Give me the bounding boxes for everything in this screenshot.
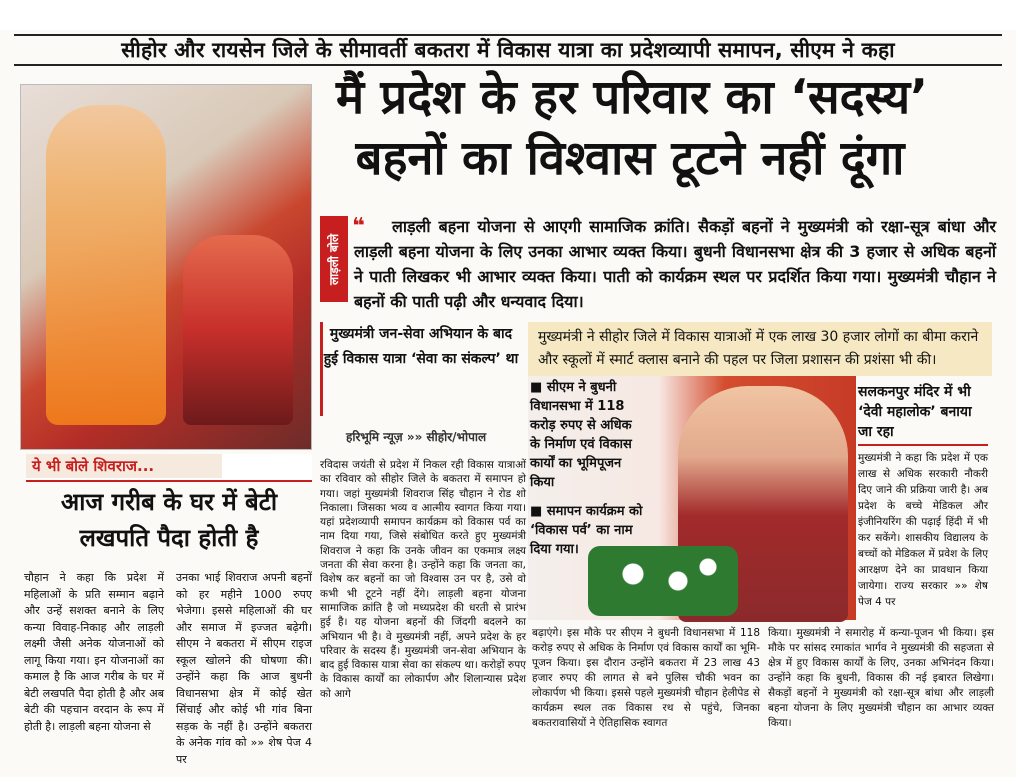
bullet-2-text: समापन कार्यक्रम को ‘विकास पर्व’ का नाम दिया गया। (530, 504, 643, 557)
sidebar (858, 382, 988, 610)
bottom-column-1: बढ़ाएंगे। इस मौके पर सीएम ने बुधनी विधानसभा में 118 करोड़ रुपए से अधिक के निर्माण एवं विकास कार्यों का भूमि-पूजन किया। इस दौरान उन्होंने बकतरा में 23 लाख 43 हजार रुपए की लागत से बने पुलिस चौकी भवन का लोकार्पण भी किया। इससे पहले मुख्यमंत्री चौहान हेलीपेड से कार्यक्रम स्थल तक विकास रथ से पहुंचे, जिनका बकतरावासियों ने ऐतिहासिक स्वागत (532, 627, 760, 729)
top-strip (0, 0, 1016, 30)
sidebar-heading: सलकनपुर मंदिर में भी ‘देवी महालोक’ बनाया जा रहा (858, 382, 988, 446)
left-label-bar (26, 454, 312, 482)
bullet-1-text: सीएम ने बुधनी विधानसभा में 118 करोड़ रुपए से अधिक के निर्माण एवं विकास कार्यों का भूमिपूजन किया (530, 380, 632, 490)
headline-line-1: मैं प्रदेश के हर परिवार का ‘सदस्य’ (335, 70, 929, 125)
subhead: मुख्यमंत्री जन-सेवा अभियान के बाद हुई विकास यात्रा ‘सेवा का संकल्प’ था (320, 322, 519, 416)
left-column-2: उनका भाई शिवराज अपनी बहनों को हर महीने 1000 रुपए भेजेगा। इससे महिलाओं की घर और समाज में इज्जत बढ़ेगी। सीएम ने बकतरा में सीएम राइज स्कूल खोलने की घोषणा की। उन्होंने कहा कि आज बुधनी विधानसभा क्षेत्र में कोई खेत सिंचाई और कोई भी गांव बिना सड़क के नहीं है। उन्होंने बकतरा के अनेक गांव को »» शेष पेज 4 पर (176, 571, 312, 766)
headline-line-2: बहनों का विश्वास टूटने नहीं दूंगा (355, 131, 905, 186)
bottom-column-2: किया। मुख्यमंत्री ने समारोह में कन्या-पूजन भी किया। इस मौके पर सांसद रमाकांत भार्गव ने मुख्यमंत्री की सहजता से क्षेत्र में हुए विकास कार्यों के लिए, उनका अभिनंदन किया। उन्होंने कहा कि बुधनी, विकास की नई इबारत लिखेगा। सैकड़ों बहनों ने मुख्यमंत्री को रक्षा-सूत्र बांधा और लाड़ली बहना योजना के लिए मुख्यमंत्री चौहान का आभार व्यक्त किया। (768, 627, 994, 729)
left-label: ये भी बोले शिवराज... (26, 454, 222, 478)
main-photo (20, 84, 312, 450)
photo-bullets (530, 378, 646, 569)
intro-text (354, 214, 996, 314)
quote-icon: ❝ (352, 214, 365, 239)
kicker: सीहोर और रायसेन जिले के सीमावर्ती बकतरा में विकास यात्रा का प्रदेशव्यापी समापन, सीएम ने कहा (14, 34, 1002, 66)
bullet-1: ■ सीएम ने बुधनी विधानसभा में 118 करोड़ रुपए से अधिक के निर्माण एवं विकास कार्यों का भूमिपूजन किया (530, 380, 632, 490)
byline: हरिभूमि न्यूज़ »» सीहोर/भोपाल (346, 430, 487, 444)
intro-paragraph: लाड़ली बहना योजना से आएगी सामाजिक क्रांति। सैकड़ों बहनों ने मुख्यमंत्री को रक्षा-सूत्र बांधा और लाड़ली बहना योजना के लिए उनका आभार व्यक्त किया। बुधनी विधानसभा क्षेत्र की 3 हजार से अधिक बहनों ने पाती लिखकर भी आभार व्यक्त किया। पाती को कार्यक्रम स्थल पर प्रदर्शित किया गया। मुख्यमंत्री चौहान ने बहनों की पाती पढ़ी और धन्यवाद दिया। (354, 217, 996, 311)
info-box: मुख्यमंत्री ने सीहोर जिले में विकास यात्राओं में एक लाख 30 हजार लोगों का बीमा कराने और स्कूलों में स्मार्ट क्लास बनाने की पहल पर जिला प्रशासन की प्रशंसा भी की। (528, 322, 992, 376)
section-tag: लाड़ली बोले (320, 216, 348, 302)
bullet-2: ■ समापन कार्यक्रम को ‘विकास पर्व’ का नाम दिया गया। (530, 504, 643, 557)
sidebar-body: मुख्यमंत्री ने कहा कि प्रदेश में एक लाख से अधिक सरकारी नौकरी दिए जाने की प्रक्रिया जारी है। अब प्रदेश के बच्चे मेडिकल और इंजीनियरिंग की पढ़ाई हिंदी में भी कर सकेंगे। शासकीय विद्यालय के बच्चों को मेडिकल में प्रवेश के लिए आरक्षण देने का प्रावधान किया जायेगा। राज्य सरकार »» शेष पेज 4 पर (858, 452, 988, 608)
photo-women (183, 235, 293, 425)
body-column: रविदास जयंती से प्रदेश में निकल रही विकास यात्राओं का रविवार को सीहोर जिले के बकतरा में समापन हो गया। जहां मुख्यमंत्री शिवराज सिंह चौहान ने रोड शो निकाला। जिसका भव्य व आत्मीय स्वागत किया गया। यहां प्रदेशव्यापी समापन कार्यक्रम को विकास पर्व का नाम दिया गया, जिसे संबोधित करते हुए मुख्यमंत्री शिवराज ने कहा कि उनके जीवन का एकमात्र लक्ष्य जनता की सेवा करना है। उन्होंने कहा कि जनता का, विशेष कर बहनों का जो विश्वास उन पर है, उसे वो कभी भी टूटने नहीं देंगे। लाड़ली बहना योजना सामाजिक क्रांति है जो मध्यप्रदेश की धरती से प्रारंभ हुई है। यह योजना बहनों की जिंदगी बदलने का अभियान भी है। वे मुख्यमंत्री नहीं, अपने प्रदेश के हर परिवार के सदस्य हैं। मुख्यमंत्री जन-सेवा अभियान के बाद हुई विकास यात्रा सेवा का संकल्प था। करोड़ों रुपए के विकास कार्यों का लोकार्पण और शिलान्यास प्रदेश को आगे (320, 459, 526, 700)
left-column-1: चौहान ने कहा कि प्रदेश में महिलाओं के प्रति सम्मान बढ़ाने और उन्हें सशक्त बनाने के लिए कन्या विवाह-निकाह और लाड़ली लक्ष्मी जैसी अनेक योजनाओं को लागू किया गया। इन योजनाओं का कमाल है कि आज गरीब के घर में बेटी लखपति पैदा होती है और अब बेटी की पहचान वरदान के रूप में होती है। लाड़ली बहना योजना से (24, 571, 164, 733)
photo-figure (46, 105, 166, 425)
left-headline: आज गरीब के घर में बेटी लखपति पैदा होती है (60, 488, 278, 552)
